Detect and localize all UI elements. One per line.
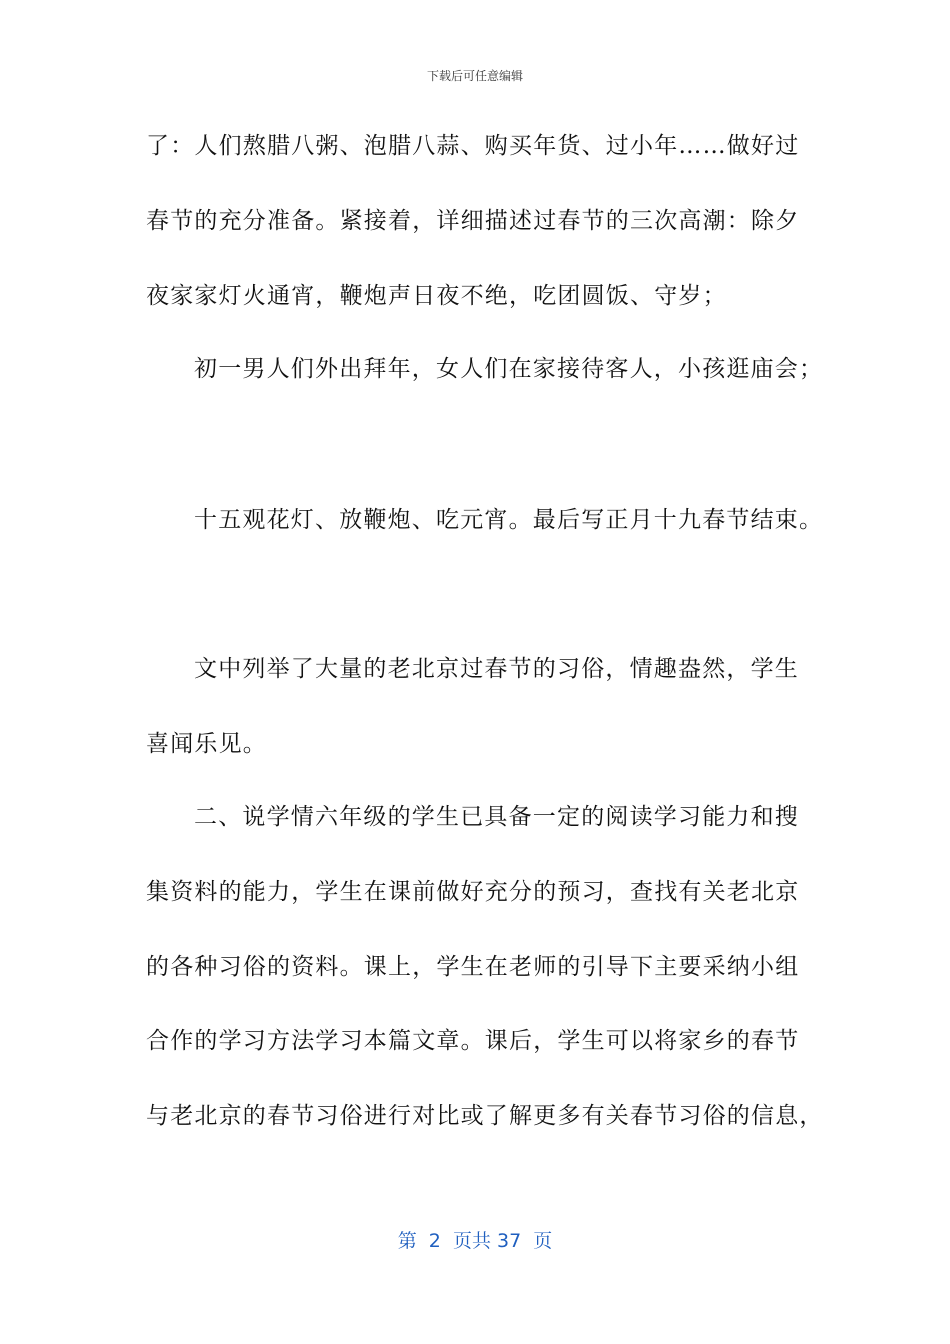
paragraph-line: 集资料的能力，学生在课前做好充分的预习，查找有关老北京 <box>146 879 800 905</box>
paragraph-line: 合作的学习方法学习本篇文章。课后，学生可以将家乡的春节 <box>146 1028 800 1054</box>
paragraph-line: 文中列举了大量的老北京过春节的习俗，情趣盎然，学生 <box>194 656 799 682</box>
paragraph-line: 十五观花灯、放鞭炮、吃元宵。最后写正月十九春节结束。 <box>194 507 824 533</box>
paragraph-line: 春节的充分准备。紧接着，详细描述过春节的三次高潮：除夕 <box>146 208 800 234</box>
paragraph-line: 夜家家灯火通宵，鞭炮声日夜不绝，吃团圆饭、守岁； <box>146 283 727 309</box>
paragraph-line: 的各种习俗的资料。课上，学生在老师的引导下主要采纳小组 <box>146 954 800 980</box>
paragraph-line: 了：人们熬腊八粥、泡腊八蒜、购买年货、过小年……做好过 <box>146 133 800 159</box>
paragraph-line: 二、说学情六年级的学生已具备一定的阅读学习能力和搜 <box>194 804 799 830</box>
paragraph-line: 喜闻乐见。 <box>146 731 267 757</box>
page-header: 下载后可任意编辑 <box>426 69 523 83</box>
page-number-footer: 第 2 页共 37 页 <box>397 1230 553 1252</box>
paragraph-line: 与老北京的春节习俗进行对比或了解更多有关春节习俗的信息， <box>146 1103 824 1129</box>
paragraph-line: 初一男人们外出拜年，女人们在家接待客人，小孩逛庙会； <box>194 356 824 382</box>
